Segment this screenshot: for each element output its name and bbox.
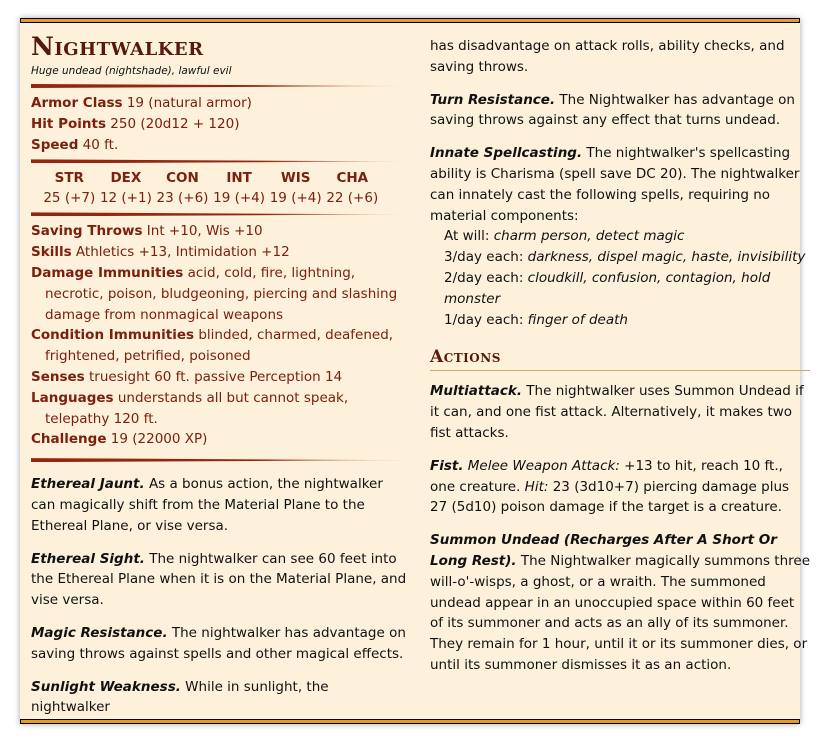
actions-divider [430,370,810,371]
action-summon-undead [430,530,810,676]
ability-name: INT [226,170,252,187]
damage-immunities-value: acid, cold, fire, lightning, necrotic, poison, bludgeoning, piercing and slashing damage from nonmagical weapons [45,264,398,323]
spell-frequency: At will: [444,228,490,245]
right-column [430,36,810,688]
hit-points-value: 250 (20d12 + 120) [110,115,240,132]
action-text: The nightwalker uses Summon Undead if it can, and one fist attack. Alternatively, it makes two fist attacks. [430,383,804,441]
ability-name: DEX [110,170,142,187]
hit-text: 23 (3d10+7) piercing damage plus 27 (5d10) poison damage if the target is a creature. [430,478,790,516]
senses [31,367,411,388]
trait-sunlight-weakness-continued: has disadvantage on attack rolls, ability checks, and saving throws. [430,38,785,75]
action-name: Multiattack. [430,383,522,400]
damage-immunities [31,263,411,325]
condition-immunities-value: blinded, charmed, deafened, frightened, petrified, poisoned [45,327,394,365]
stat-block-bottom-bar [20,719,800,724]
damage-immunities-label: Damage Immunities [31,264,184,281]
condition-immunities [31,325,411,367]
action-name: Fist. [430,457,464,474]
trait-name: Innate Spellcasting. [430,145,583,162]
trait-name: Turn Resistance. [430,91,556,108]
saving-throws [31,221,411,242]
condition-immunities-label: Condition Immunities [31,327,195,344]
ability-dex [98,168,155,208]
spell-line-2-day [430,268,810,310]
ability-int [211,168,268,208]
spell-frequency: 1/day each: [444,311,524,328]
ability-value: 22 (+6) [326,190,379,207]
stat-block [20,18,811,724]
ability-name: STR [54,170,84,187]
tapered-rule [31,159,411,163]
trait-text: While in sunlight, the nightwalker [31,678,329,716]
ability-cha [324,168,381,208]
languages [31,388,411,430]
trait-text: As a bonus action, the nightwalker can magically shift from the Material Plane to the Ethereal Plane, or vise versa. [31,476,383,534]
trait-turn-resistance [430,90,810,132]
speed-value: 40 ft. [82,136,119,153]
trait-innate-spellcasting [430,143,810,226]
ability-value: 19 (+4) [213,190,266,207]
trait-sunlight-weakness [31,677,411,719]
senses-value: truesight 60 ft. passive Perception 14 [89,368,343,385]
ability-value: 23 (+6) [156,190,209,207]
attack-text: +13 to hit, reach 10 ft., one creature. [430,457,783,495]
languages-value: understands all but cannot speak, telepathy 120 ft. [45,389,349,427]
action-text: The Nightwalker magically summons three will-o'-wisps, a ghost, or a wraith. The summoned undead appear in an unoccupied space within 60 feet of its summoner and acts as an ally of its summoner. They remain for 1 hour, until it or its summoner dies, or until its summoner dismisses it as an action. [430,552,811,673]
saving-throws-label: Saving Throws [31,223,143,240]
armor-class-label: Armor Class [31,95,123,111]
speed [31,135,411,156]
ability-name: WIS [280,170,311,187]
senses-label: Senses [31,368,85,385]
stat-block-top-bar [20,18,800,23]
spell-line-at-will [430,226,810,247]
hit-points-label: Hit Points [31,115,106,132]
armor-class-value: 19 (natural armor) [126,95,252,111]
ability-value: 12 (+1) [99,190,152,207]
trait-ethereal-sight [31,549,411,611]
trait-ethereal-jaunt [31,474,411,536]
ability-con [154,168,211,208]
actions-heading: Actions [430,347,501,368]
languages-label: Languages [31,389,114,406]
spell-line-1-day [430,310,810,331]
trait-name: Ethereal Jaunt. [31,476,145,493]
trait-name: Sunlight Weakness. [31,678,181,695]
spell-frequency: 3/day each: [444,249,524,266]
monster-name: Nightwalker [31,32,204,61]
left-column [31,32,411,718]
tapered-rule [31,84,411,88]
action-fist [430,456,810,518]
challenge [31,429,411,450]
armor-class [31,93,411,114]
saving-throws-value: Int +10, Wis +10 [146,223,263,240]
challenge-value: 19 (22000 XP) [110,431,208,448]
ability-scores [41,168,381,208]
tapered-rule [31,458,411,462]
tapered-rule [31,212,411,216]
attack-type: Melee Weapon Attack: [467,457,620,474]
skills-label: Skills [31,244,72,261]
spell-line-3-day [430,247,810,268]
hit-points [31,114,411,135]
challenge-label: Challenge [31,431,107,448]
spell-list: cloudkill, confusion, contagion, hold monster [444,269,771,307]
trait-name: Magic Resistance. [31,624,168,641]
trait-text: The nightwalker's spellcasting ability is Charisma (spell save DC 20). The nightwalker can innately cast the following spells, requiring no material components: [430,145,800,224]
spell-list: darkness, dispel magic, haste, invisibility [527,249,806,266]
skills-value: Athletics +13, Intimidation +12 [75,244,290,261]
speed-label: Speed [31,136,79,153]
ability-value: 25 (+7) [43,190,96,207]
action-name: Summon Undead (Recharges After A Short Or Long Rest). [430,532,777,569]
spell-list: charm person, detect magic [493,228,685,245]
skills [31,242,411,263]
action-multiattack [430,381,810,443]
ability-wis [267,168,324,208]
trait-text: The nightwalker has advantage on saving throws against spells and other magical effects. [31,624,406,662]
monster-subtitle: Huge undead (nightshade), lawful evil [31,65,232,77]
trait-name: Ethereal Sight. [31,550,145,567]
trait-text: The Nightwalker has advantage on saving throws against any effect that turns undead. [430,91,795,129]
ability-value: 19 (+4) [269,190,322,207]
spell-frequency: 2/day each: [444,269,524,286]
trait-text: The nightwalker can see 60 feet into the Ethereal Plane when it is on the Material Plane, and vise versa. [31,550,407,609]
trait-magic-resistance [31,623,411,665]
ability-name: CHA [336,170,369,187]
spell-list: finger of death [527,311,628,328]
hit-label: Hit: [524,478,549,495]
ability-str [41,168,98,208]
ability-name: CON [166,170,199,187]
